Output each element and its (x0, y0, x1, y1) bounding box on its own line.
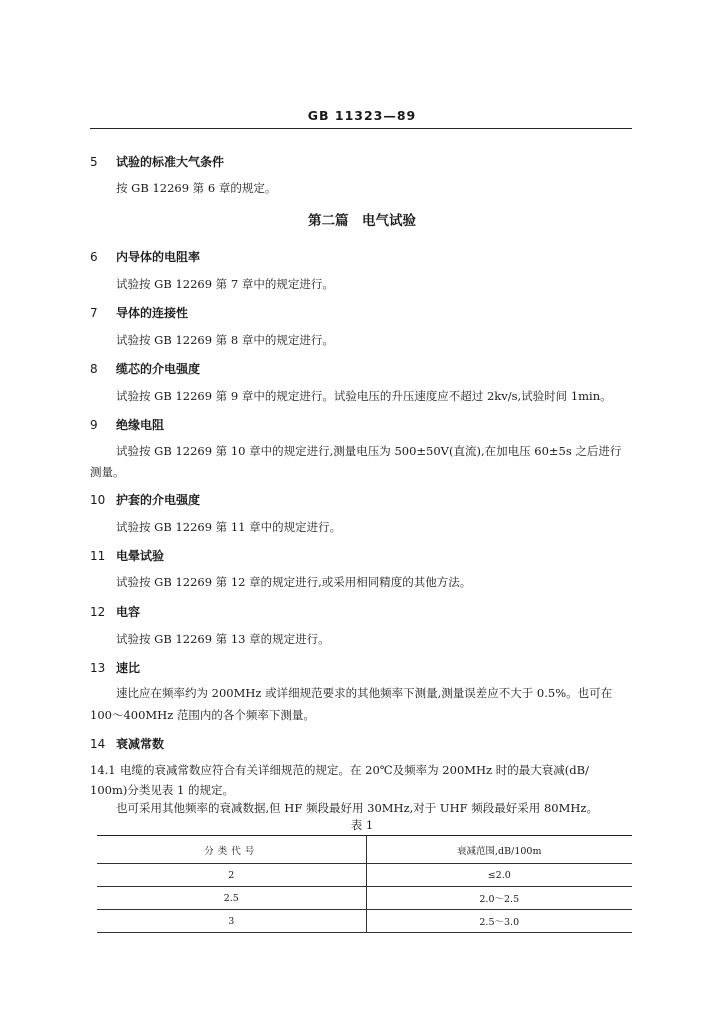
section-title: 护套的介电强度 (116, 493, 201, 507)
class-code-cell: 3 (97, 910, 366, 933)
standard-code-header: GB 11323—89 (307, 108, 417, 123)
attenuation-range-cell: 2.0～2.5 (366, 887, 632, 910)
section-title: 缆芯的介电强度 (116, 362, 201, 376)
section-title: 导体的连接性 (116, 306, 189, 320)
section-title: 绝缘电阻 (116, 418, 165, 432)
section-5-text: 按 GB 12269 第 6 章的规定。 (116, 181, 277, 195)
section-number: 13 (90, 661, 106, 675)
section-7-heading (90, 304, 188, 321)
section-12-text: 试验按 GB 12269 第 13 章的规定进行。 (116, 632, 330, 646)
column-header-attenuation-range: 衰减范围,dB/100m (366, 836, 632, 864)
section-number: 11 (90, 549, 106, 563)
section-10-text: 试验按 GB 12269 第 11 章中的规定进行。 (116, 520, 342, 534)
section-title: 速比 (116, 661, 141, 675)
attenuation-range-cell: 2.5～3.0 (366, 910, 632, 933)
section-6-heading (90, 248, 200, 265)
section-title: 试验的标准大气条件 (116, 155, 225, 169)
section-5-heading (90, 153, 224, 170)
class-code-cell: 2 (97, 864, 366, 887)
section-9-text-line1: 试验按 GB 12269 第 10 章中的规定进行,测量电压为 500±50V(直流),在加电压 60±5s 之后进行 (116, 444, 622, 458)
section-number: 8 (90, 362, 98, 376)
table-row (97, 910, 632, 933)
section-9-heading (90, 416, 164, 433)
section-11-text: 试验按 GB 12269 第 12 章的规定进行,或采用相同精度的其他方法。 (116, 575, 472, 589)
section-title: 内导体的电阻率 (116, 250, 201, 264)
section-number: 6 (90, 250, 98, 264)
section-number: 14 (90, 737, 106, 751)
section-13-text-line2: 100～400MHz 范围内的各个频率下测量。 (90, 708, 315, 722)
section-6-text: 试验按 GB 12269 第 7 章中的规定进行。 (116, 277, 334, 291)
section-title: 衰减常数 (116, 737, 165, 751)
subsection-number: 14.1 (90, 763, 116, 777)
section-14-1-text-line1 (90, 762, 589, 778)
section-number: 5 (90, 155, 98, 169)
column-header-class-code: 分类代号 (97, 836, 366, 864)
table-header-row (97, 836, 632, 864)
section-number: 10 (90, 493, 106, 507)
section-7-text: 试验按 GB 12269 第 8 章中的规定进行。 (116, 333, 334, 347)
section-13-text-line1: 速比应在频率约为 200MHz 或详细规范要求的其他频率下测量,测量误差应不大于 0.5%。也可在 (116, 686, 613, 700)
part-2-title: 第二篇 电气试验 (308, 213, 416, 229)
section-8-heading (90, 360, 200, 377)
section-14-heading (90, 735, 164, 752)
section-number: 12 (90, 605, 106, 619)
section-14-1-text-line3: 也可采用其他频率的衰减数据,但 HF 频段最好用 30MHz,对于 UHF 频段最好采用 80MHz。 (116, 801, 598, 815)
table-row (97, 887, 632, 910)
section-title: 电容 (116, 605, 141, 619)
section-12-heading (90, 603, 140, 620)
section-number: 7 (90, 306, 98, 320)
attenuation-range-cell: ≤2.0 (366, 864, 632, 887)
section-title: 电晕试验 (116, 549, 165, 563)
table-1 (97, 835, 632, 933)
section-10-heading (90, 491, 200, 508)
class-code-cell: 2.5 (97, 887, 366, 910)
section-9-text-line2: 测量。 (90, 465, 125, 479)
subsection-text: 电缆的衰减常数应符合有关详细规范的规定。在 20℃及频率为 200MHz 时的最大衰减(dB/ (120, 763, 589, 777)
section-11-heading (90, 547, 164, 564)
section-13-heading (90, 659, 140, 676)
section-14-1-text-line2: 100m)分类见表 1 的规定。 (90, 783, 234, 797)
section-number: 9 (90, 418, 98, 432)
header-rule (90, 128, 632, 129)
section-8-text: 试验按 GB 12269 第 9 章中的规定进行。试验电压的升压速度应不超过 2kv/s,试验时间 1min。 (116, 389, 612, 403)
table-row (97, 864, 632, 887)
table-1-caption: 表 1 (350, 818, 374, 832)
